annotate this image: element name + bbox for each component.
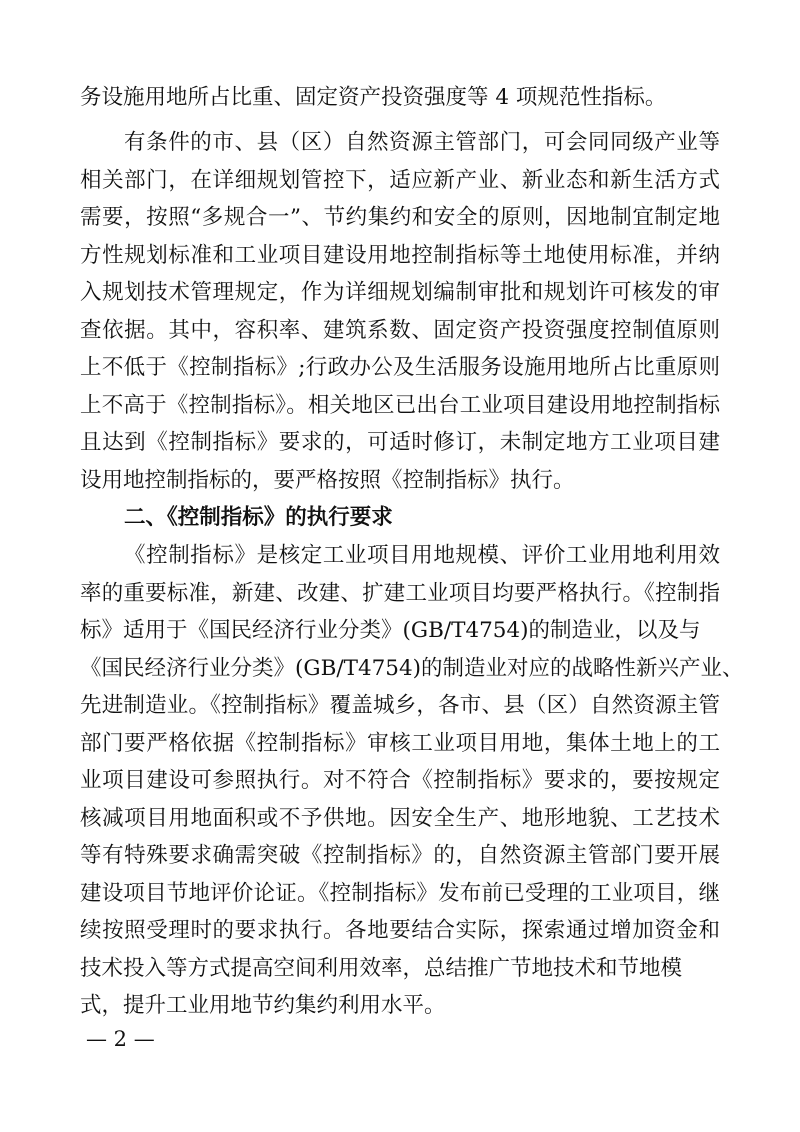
text-line: 率的重要标准，新建、改建、扩建工业项目均要严格执行。《控制指 bbox=[80, 581, 720, 606]
text-line: 设用地控制指标的，要严格按照《控制指标》执行。 bbox=[80, 468, 575, 493]
text-line: 入规划技术管理规定，作为详细规划编制审批和规划许可核发的审 bbox=[80, 280, 720, 305]
page-number: — 2 — bbox=[86, 1027, 155, 1051]
text-line: 先进制造业。《控制指标》覆盖城乡，各市、县（区）自然资源主管 bbox=[80, 693, 720, 718]
text-line: 且达到《控制指标》要求的，可适时修订，未制定地方工业项目建 bbox=[80, 430, 720, 455]
paragraph-first-line: 有条件的市、县（区）自然资源主管部门，可会同同级产业等 bbox=[124, 130, 720, 155]
text-line: 技术投入等方式提高空间利用效率，总结推广节地技术和节地模 bbox=[80, 956, 683, 981]
text-line: 相关部门，在详细规划管控下，适应新产业、新业态和新生活方式 bbox=[80, 168, 720, 193]
section-heading: 二、《控制指标》的执行要求 bbox=[124, 505, 393, 530]
text-line: 式，提升工业用地节约集约利用水平。 bbox=[80, 993, 446, 1018]
text-line: 业项目建设可参照执行。对不符合《控制指标》要求的，要按规定 bbox=[80, 768, 720, 793]
text-line: 等有特殊要求确需突破《控制指标》的，自然资源主管部门要开展 bbox=[80, 843, 720, 868]
text-line: 上不高于《控制指标》。相关地区已出台工业项目建设用地控制指标 bbox=[80, 393, 720, 418]
text-line: 查依据。其中，容积率、建筑系数、固定资产投资强度控制值原则 bbox=[80, 318, 720, 343]
text-line: 核减项目用地面积或不予供地。因安全生产、地形地貌、工艺技术 bbox=[80, 806, 720, 831]
text-line: 续按照受理时的要求执行。各地要结合实际，探索通过增加资金和 bbox=[80, 918, 720, 943]
paragraph-first-line: 《控制指标》是核定工业项目用地规模、评价工业用地利用效 bbox=[124, 543, 720, 568]
text-line: 《国民经济行业分类》(GB/T4754)的制造业对应的战略性新兴产业、 bbox=[80, 656, 744, 681]
text-line: 需要，按照“多规合一”、节约集约和安全的原则，因地制宜制定地 bbox=[80, 205, 720, 230]
text-line: 标》适用于《国民经济行业分类》(GB/T4754)的制造业，以及与 bbox=[80, 618, 701, 643]
text-line: 方性规划标准和工业项目建设用地控制指标等土地使用标准，并纳 bbox=[80, 243, 720, 268]
text-line: 部门要严格依据《控制指标》审核工业项目用地，集体土地上的工 bbox=[80, 731, 720, 756]
text-line: 上不低于《控制指标》;行政办公及生活服务设施用地所占比重原则 bbox=[80, 355, 720, 380]
text-line: 务设施用地所占比重、固定资产投资强度等 4 项规范性指标。 bbox=[80, 85, 667, 110]
text-line: 建设项目节地评价论证。《控制指标》发布前已受理的工业项目，继 bbox=[80, 881, 720, 906]
